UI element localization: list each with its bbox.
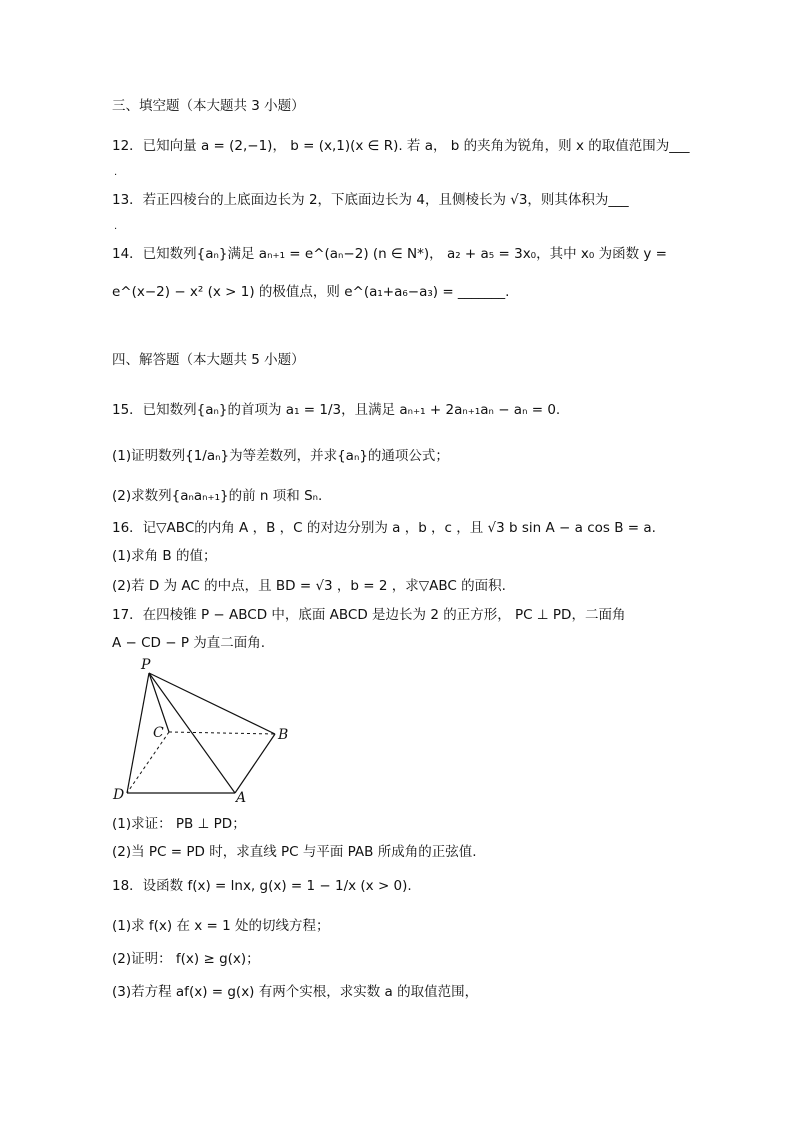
edge-AB: [235, 734, 275, 793]
question-15-line-3: (2)求数列{aₙaₙ₊₁}的前 n 项和 Sₙ.: [112, 488, 323, 504]
edge-CD: [127, 732, 169, 793]
label-A: A: [236, 790, 247, 805]
section-heading-fill-in: 三、填空题（本大题共 3 小题）: [112, 98, 305, 114]
section-heading-answer: 四、解答题（本大题共 5 小题）: [112, 352, 305, 368]
edge-CB: [169, 732, 275, 734]
question-18-line-4: (3)若方程 af(x) = g(x) 有两个实根，求实数 a 的取值范围，: [112, 984, 479, 1000]
question-17-line-3: (1)求证： PB ⊥ PD；: [112, 816, 246, 832]
question-15-line-2: (1)证明数列{1/aₙ}为等差数列，并求{aₙ}的通项公式；: [112, 448, 449, 464]
edge-PB: [149, 673, 275, 734]
question-13-line-1: 13．若正四棱台的上底面边长为 2，下底面边长为 4，且侧棱长为 √3，则其体积为___: [112, 192, 629, 208]
question-16-line-3: (2)若 D 为 AC 的中点，且 BD = √3 ，b = 2 ，求▽ABC 的面积.: [112, 578, 506, 594]
question-18-line-2: (1)求 f(x) 在 x = 1 处的切线方程；: [112, 918, 330, 934]
question-16-line-2: (1)求角 B 的值；: [112, 548, 217, 564]
label-P: P: [141, 657, 151, 673]
question-17-line-1: 17．在四棱锥 P − ABCD 中，底面 ABCD 是边长为 2 的正方形， PC ⊥ PD，二面角: [112, 607, 626, 623]
question-18-line-1: 18．设函数 f(x) = lnx, g(x) = 1 − 1/x (x > 0).: [112, 878, 412, 894]
question-13-line-2: .: [114, 221, 118, 232]
label-C: C: [153, 725, 164, 741]
question-12-line-1: 12．已知向量 a = (2,−1)， b = (x,1)(x ∈ R). 若 a， b 的夹角为锐角，则 x 的取值范围为___: [112, 138, 690, 154]
pyramid-figure: [105, 655, 305, 805]
question-14-line-2: e^(x−2) − x² (x > 1) 的极值点，则 e^(a₁+a₆−a₃) = _______.: [112, 284, 510, 300]
question-16-line-1: 16．记▽ABC的内角 A ，B ，C 的对边分别为 a ，b ，c ，且 √3 b sin A − a cos B = a.: [112, 520, 656, 536]
question-15-line-1: 15．已知数列{aₙ}的首项为 a₁ = 1/3，且满足 aₙ₊₁ + 2aₙ₊₁aₙ − aₙ = 0.: [112, 402, 561, 418]
edge-PD: [127, 673, 149, 793]
label-D: D: [113, 787, 125, 803]
question-12-line-2: .: [114, 167, 118, 178]
question-17-line-4: (2)当 PC = PD 时，求直线 PC 与平面 PAB 所成角的正弦值.: [112, 844, 477, 860]
question-18-line-3: (2)证明： f(x) ≥ g(x)；: [112, 951, 260, 967]
question-17-line-2: A − CD − P 为直二面角.: [112, 635, 266, 651]
label-B: B: [278, 727, 289, 743]
question-14-line-1: 14．已知数列{aₙ}满足 aₙ₊₁ = e^(aₙ−2) (n ∈ N*)， a₂ + a₅ = 3x₀，其中 x₀ 为函数 y =: [112, 246, 667, 262]
